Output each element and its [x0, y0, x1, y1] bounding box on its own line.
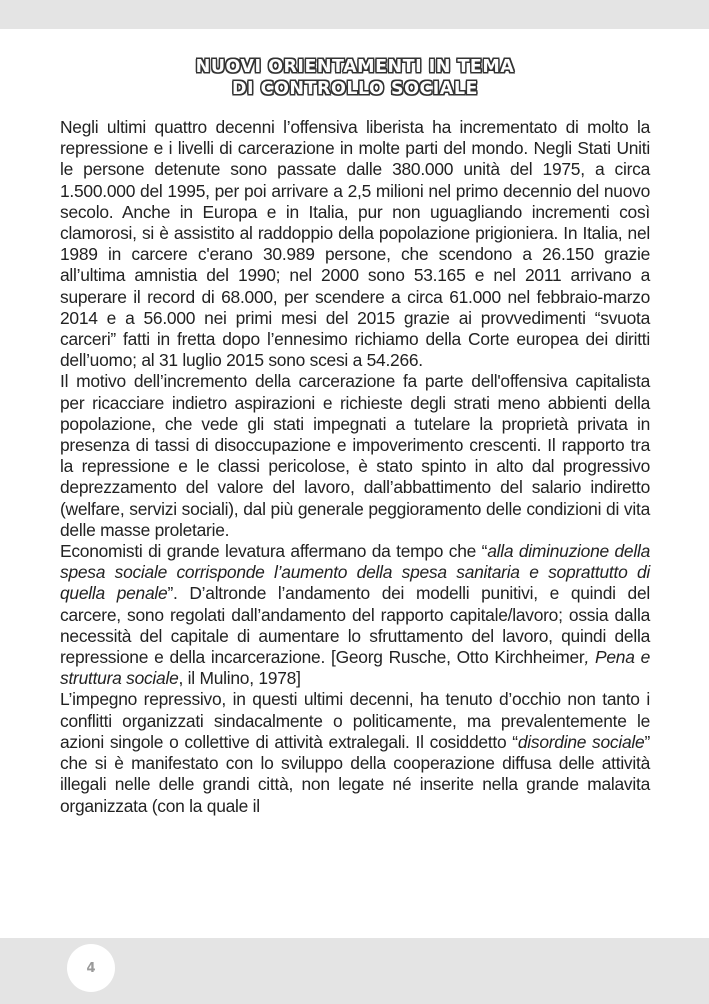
paragraph-3-text-e: , il Mulino, 1978]: [178, 668, 301, 689]
title-line-1: NUOVI ORIENTAMENTI IN TEMA: [195, 57, 515, 77]
paragraph-4-term: disordine sociale: [517, 731, 645, 752]
title-line-2: DI CONTROLLO SOCIALE: [232, 79, 478, 99]
page-number-badge: [67, 944, 115, 992]
paragraph-3-quote: alla diminuzione della spesa sociale corrisponde l’aumento della spesa sanitaria e soprattutto di quella penale: [60, 541, 650, 604]
paragraph-3-book-title: , Pena e struttura sociale: [60, 647, 650, 689]
paragraph-3: [60, 541, 650, 689]
page-content: [60, 56, 650, 817]
paragraph-1: Negli ultimi quattro decenni l’offensiva liberista ha incrementato di molto la repressione e i livelli di carcerazione in molte parti del mondo. Negli Stati Uniti le persone detenute sono passate dalle 380.000 unità del 1975, a circa 1.500.000 del 1995, per poi arrivare a 2,5 milioni nel primo decennio del nuovo secolo. Anche in Europa e in Italia, pur non uguagliando incrementi così clamorosi, si è assistito al raddoppio della popolazione prigioniera. In Italia, nel 1989 in carcere c'erano 30.989 persone, che scendono a 26.150 grazie all’ultima amnistia del 1990; nel 2000 sono 53.165 e nel 2011 arrivano a superare il record di 68.000, per scendere a circa 61.000 nel febbraio-marzo 2014 e a 56.000 nei primi mesi del 2015 grazie ai provvedimenti “svuota carceri” fatti in fretta dopo l’ennesimo richiamo della Corte europea dei diritti dell’uomo; al 31 luglio 2015 sono scesi a 54.266.: [60, 117, 650, 371]
paragraph-2: Il motivo dell’incremento della carcerazione fa parte dell'offensiva capitalista per ricacciare indietro aspirazioni e richieste degli strati meno abbienti della popolazione, che vede gli stati impegnati a tutelare la proprietà privata in presenza di tassi di disoccupazione e impoverimento crescenti. Il rapporto tra la repressione e le classi pericolose, è stato spinto in alto dal progressivo deprezzamento del valore del lavoro, dall’abbattimento del salario indiretto (welfare, servizi sociali), dal più generale peggioramento delle condizioni di vita delle masse proletarie.: [60, 371, 650, 540]
paragraph-3-text-c: ”. D’altronde l’andamento dei modelli punitivi, e quindi del carcere, sono regolati dall’andamento del rapporto capitale/lavoro; ossia dalla necessità del capitale di aumentare lo sfruttamento del lavoro, quindi della repressione e della incarcerazione. [Georg Rusche, Otto Kirchheimer: [60, 583, 650, 668]
paragraph-4-text-a: L’impegno repressivo, in questi ultimi decenni, ha tenuto d’occhio non tanto i conflitti organizzati sindacalmente o politicamente, ma prevalentemente le azioni singole o collettive di attività extralegali. Il cosiddetto “: [60, 689, 650, 752]
top-margin-band: [0, 0, 709, 29]
paragraph-4: [60, 689, 650, 816]
paragraph-3-text-a: Economisti di grande levatura affermano da tempo che “: [60, 541, 488, 562]
page-number: 4: [86, 960, 96, 976]
paragraph-4-text-c: ” che si è manifestato con lo sviluppo della cooperazione diffusa delle attività illegali nelle delle grandi città, non legate né inserite nella grande malavita organizzata (con la quale il: [60, 731, 650, 816]
page-title: [60, 56, 650, 100]
